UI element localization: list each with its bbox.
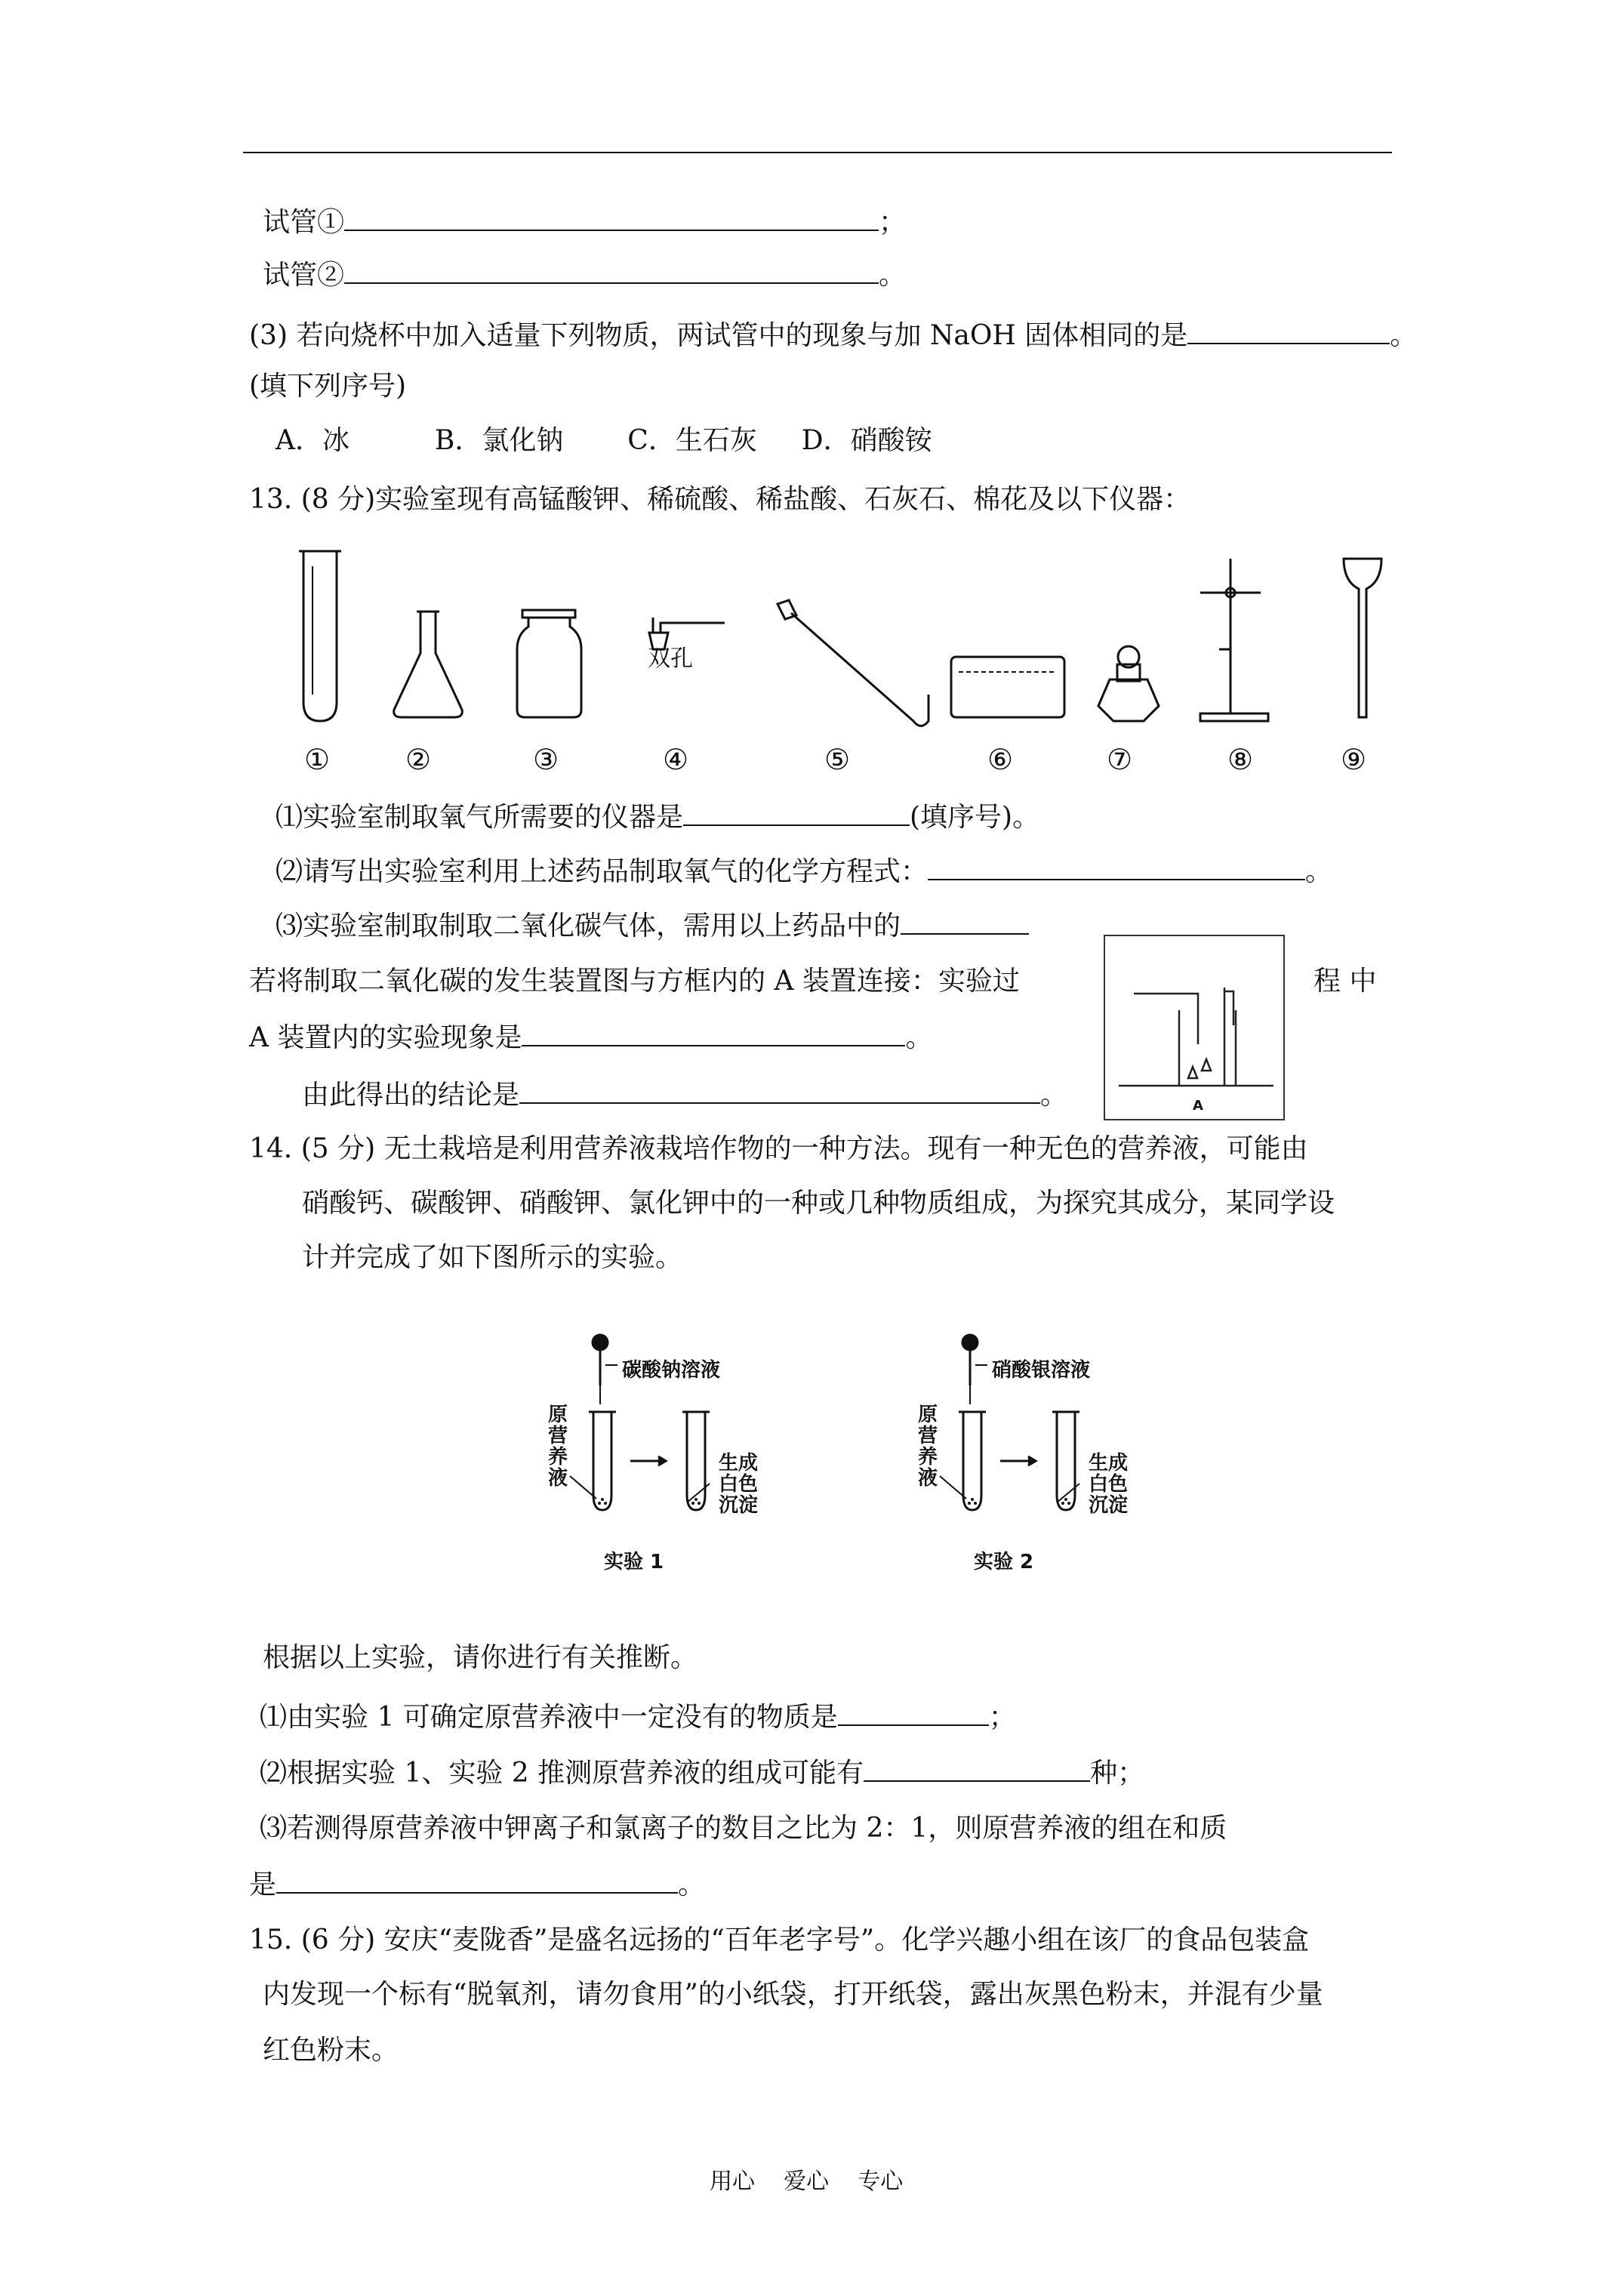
answer-blank[interactable] [344,204,879,231]
water-trough-icon [951,657,1064,717]
q12-tube1-line [263,204,906,239]
q14-p3-line2 [249,1866,705,1902]
long-neck-funnel-icon [1344,559,1381,717]
option-a: A．冰 [276,425,350,456]
q13-p1-text: ⑴实验室制取氧气所需要的仪器是 [276,802,684,833]
instrument-number: ① [304,743,331,776]
instrument-number: ⑥ [987,743,1014,776]
answer-blank[interactable] [519,1077,1040,1104]
q13-p1 [276,799,1039,834]
option-b: B．氯化钠 [434,425,564,456]
exp1-result-label: 生成白色沉淀 [719,1452,759,1517]
exp2-reagent-label: 硝酸银溶液 [992,1359,1091,1382]
q14-stem-line2: 硝酸钙、碳酸钾、硝酸钾、氯化钾中的一种或几种物质组成，为探究其成分，某同学设 [302,1188,1335,1219]
instrument-number: ⑤ [824,743,851,776]
q13-p3-line3-text: A 装置内的实验现象是 [249,1022,522,1053]
instrument-number: ⑦ [1107,743,1133,776]
q12-fill-hint: (填下列序号) [249,371,407,402]
q15-line2: 内发现一个标有“脱氧剂，请勿食用”的小纸袋，打开纸袋，露出灰黑色粉末，并混有少量 [263,1979,1323,2010]
answer-blank[interactable] [276,1866,678,1894]
q14-p2 [260,1755,1144,1790]
answer-blank[interactable] [683,799,910,826]
q13-p3-line2-right: 程 中 [1313,966,1377,997]
q13-p3 [276,908,1029,943]
exp2-original-label: 原营养液 [918,1404,938,1490]
q12-part3-end: 。 [1390,320,1418,351]
instrument-number: ③ [533,743,559,776]
instrument-numbers [0,743,1623,781]
instrument-number: ② [405,743,432,776]
q13-p2 [276,853,1332,889]
option-c: C．生石灰 [627,425,757,456]
q14-p1-text: ⑴由实验 1 可确定原营养液中一定没有的物质是 [260,1702,838,1733]
answer-blank[interactable] [522,1019,905,1046]
q13-p3-line4 [302,1077,1067,1112]
exp2-result-label: 生成白色沉淀 [1089,1452,1129,1517]
q12-tube2-end: 。 [879,260,907,291]
exp2-caption: 实验 2 [974,1551,1034,1573]
exp1-original-label: 原营养液 [548,1404,568,1490]
q12-part3-line [249,317,1417,353]
alcohol-lamp-icon [1098,646,1159,721]
apparatus-label: A [1193,1098,1203,1114]
q14-p1 [260,1699,1016,1734]
q13-p2-text: ⑵请写出实验室利用上述药品制取氧气的化学方程式： [276,856,929,887]
answer-blank[interactable] [901,908,1029,935]
q14-p3-line2-end: 。 [678,1869,706,1900]
q13-p1-end: (填序号)。 [910,802,1040,833]
q14-infer-text: 根据以上实验，请你进行有关推断。 [263,1642,698,1673]
q15-line1: 15. (6 分) 安庆“麦陇香”是盛名远扬的“百年老字号”。化学兴趣小组在该厂的食品包装盒 [249,1925,1310,1955]
q13-p3-line4-end: 。 [1040,1080,1068,1111]
apparatus-a-figure [1104,935,1285,1120]
answer-blank[interactable] [928,853,1305,880]
q12-part3-text: (3) 若向烧杯中加入适量下列物质，两试管中的现象与加 NaOH 固体相同的是 [249,320,1188,351]
q14-p2-end: 种； [1090,1758,1145,1789]
q13-stem: 13. (8 分)实验室现有高锰酸钾、稀硫酸、稀盐酸、石灰石、棉花及以下仪器： [249,484,1191,515]
instrument-number: ④ [663,743,689,776]
q14-p3-line2-text: 是 [249,1869,277,1900]
answer-blank[interactable] [344,257,879,284]
q12-tube1-label: 试管① [263,207,345,238]
instrument-figure [287,529,1419,740]
q14-p1-end: ； [988,1702,1016,1733]
two-hole-stopper-icon [649,618,725,649]
q12-tube2-line [263,257,906,292]
instrument-number: ⑧ [1227,743,1254,776]
option-d: D．硝酸铵 [801,425,932,456]
q14-stem-line1: 14. (5 分) 无土栽培是利用营养液栽培作物的一种方法。现有一种无色的营养液，可能由 [249,1133,1308,1164]
q14-stem-line3: 计并完成了如下图所示的实验。 [302,1242,683,1273]
instrument-number: ⑨ [1341,743,1367,776]
exp1-reagent-label: 碳酸钠溶液 [622,1359,721,1382]
answer-blank[interactable] [864,1755,1090,1782]
q12-options [276,424,932,458]
answer-blank[interactable] [838,1699,989,1726]
iron-stand-icon [1200,559,1268,721]
test-tube-icon [299,551,341,721]
answer-blank[interactable] [1187,317,1390,344]
q14-p3-text: ⑶若测得原营养液中钾离子和氯离子的数目之比为 2：1，则原营养液的组在和质 [260,1813,1227,1844]
stopper-label: 双孔 [648,646,693,672]
q13-p3-text: ⑶实验室制取制取二氧化碳气体，需用以上药品中的 [276,911,901,942]
q13-p3-line4-text: 由此得出的结论是 [302,1080,520,1111]
q13-p3-line2: 若将制取二氧化碳的发生装置图与方框内的 A 装置连接：实验过 [249,966,1020,997]
conical-flask-icon [394,612,463,717]
page-footer: 用心 爱心 专心 [710,2168,904,2195]
q13-p3-line3 [249,1019,932,1055]
header-rule [243,152,1392,153]
q13-p3-line3-end: 。 [905,1022,933,1053]
gas-jar-icon [517,610,581,717]
q15-line3: 红色粉末。 [263,2035,399,2066]
delivery-tube-icon [778,600,929,726]
q12-tube1-end: ； [879,207,907,238]
q14-p2-text: ⑵根据实验 1、实验 2 推测原营养液的组成可能有 [260,1758,864,1789]
exp1-caption: 实验 1 [604,1551,664,1573]
q12-tube2-label: 试管② [263,260,345,291]
q13-p2-end: 。 [1305,856,1333,887]
